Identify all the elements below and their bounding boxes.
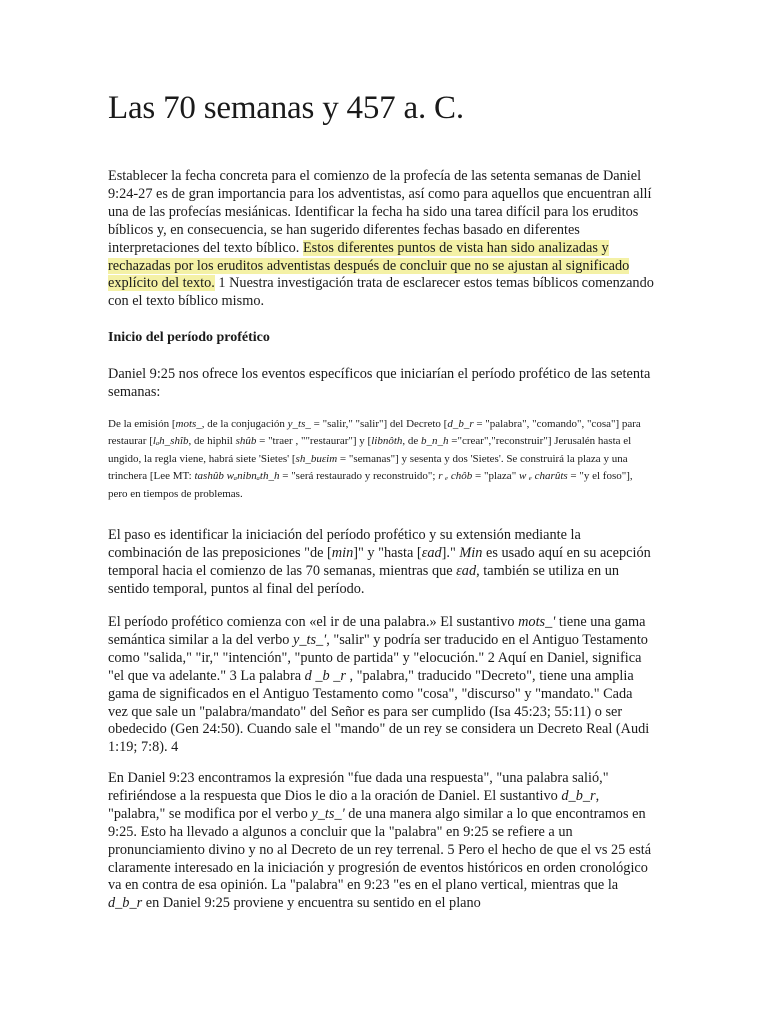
quote-term: lₐh_shîb xyxy=(152,435,189,448)
quote-term: b_n_h xyxy=(421,435,449,448)
quote-text: = "semanas"] y sesenta y dos 'Sietes'. Se construirá la plaza y una trinchera [Lee MT: xyxy=(108,452,628,483)
quote-text: , de xyxy=(402,435,422,448)
quote-text: De la emisión [ xyxy=(108,418,176,430)
paragraph-text: , "salir" y podría ser traducido en el Antiguo Testamento como "salida," "ir," "intención", "punto de partida" y "elocución." 2 Aquí en Daniel, significa "el que va adelante." 3 La palabra xyxy=(108,631,648,684)
paragraph-text: ]" y "hasta [ xyxy=(353,544,422,561)
paragraph-text: en Daniel 9:25 proviene y encuentra su sentido en el plano xyxy=(142,895,481,912)
quote-term: sh_buεim xyxy=(295,452,338,465)
paragraph-text: , "palabra," se modifica por el verbo xyxy=(108,787,600,822)
quote-term: r ₑ chôb xyxy=(438,470,473,483)
quote-text: ="crear","reconstruir"] Jerusalén hasta el ungido, la regla viene, habrá siete 'Sietes' [ xyxy=(108,435,632,465)
paragraph-text: ]." xyxy=(441,544,460,561)
quote-term: d_b_r xyxy=(447,418,474,430)
paragraph-daniel-9-25: Daniel 9:25 nos ofrece los eventos específicos que iniciarían el período profético de las setenta semanas: xyxy=(108,366,651,400)
paragraph-text: tiene una gama semántica similar a la del verbo xyxy=(108,614,646,648)
quote-text: = "plaza" xyxy=(472,470,519,483)
quote-term: libnôth xyxy=(371,435,403,448)
quote-text: , de hiphil xyxy=(188,435,236,448)
paragraph-text: El período profético comienza con «el ir de una palabra.» El sustantivo xyxy=(108,614,519,630)
paragraph-term: d _b _r xyxy=(304,667,346,684)
paragraph-term: y_ts_' xyxy=(293,631,327,648)
paragraph-term: Min xyxy=(459,544,483,561)
paragraph-iniciacion xyxy=(108,527,654,599)
paragraph-term: d_b_r xyxy=(108,895,143,912)
paragraph-text: , "palabra," traducido "Decreto", tiene una amplia gama de significados en el Antiguo Testamento como "cosa", "discurso" y "mandato." Cada vez que sale un "palabra/mandato" del Señor es para ser cumplido (Isa 45:23; 55:11) o ser obedecido (Gen 24:50). Cuando sale el "mando" de un rey se considera un Decreto Real (Audi 1:19; 7:8). 4 xyxy=(108,667,650,756)
quote-text: = "será restaurado y reconstruido"; xyxy=(279,470,439,483)
block-quote xyxy=(108,416,654,503)
paragraph-text: , también se utiliza en un sentido temporal, puntos al final del período. xyxy=(108,562,620,597)
paragraph-term: min xyxy=(331,544,354,561)
paragraph-text: de una manera algo similar a lo que encontramos en 9:25. Esto ha llevado a algunos a concluir que la "palabra" en 9:25 se refiere a un pronunciamiento divino y no al Decreto de un rey terrenal. 5 Pero el hecho de que el vs 25 está claramente interesado en la iniciación y progresión de eventos históricos en orden cronológico va en contra de esa opinión. La "palabra" en 9:23 "es en el plano vertical, mientras que la xyxy=(108,805,652,894)
quote-text: = "palabra", "comando", "cosa"] para restaurar [ xyxy=(108,418,641,448)
paragraph-text: El paso es identificar la iniciación del período profético y su extensión mediante la combinación de las preposiciones "de [ xyxy=(108,527,581,561)
quote-text: , de la conjugación xyxy=(201,418,288,430)
quote-text: = "salir," "salir"] del Decreto [ xyxy=(310,418,448,430)
paragraph-term: εad xyxy=(456,562,477,579)
paragraph-term: d_b_r xyxy=(561,787,596,804)
paragraph-term: mots_' xyxy=(518,614,556,630)
quote-term: shûb xyxy=(235,435,257,448)
quote-term: mots_ xyxy=(175,418,202,430)
highlighted-text[interactable]: Estos diferentes puntos de vista han sido analizadas y rechazadas por los eruditos adventistas después de concluir que no se ajustan al significado explícito del texto. xyxy=(108,239,630,292)
paragraph-text: es usado aquí en su acepción temporal hacia el comienzo de las 70 semanas, mientras que xyxy=(108,544,651,579)
quote-term: tashûb wₐnibnₐth_h xyxy=(194,470,280,483)
page-title: Las 70 semanas y 457 a. C. xyxy=(108,90,464,126)
section-heading: Inicio del período profético xyxy=(108,330,270,345)
quote-text: = "y el foso"], pero en tiempos de problemas. xyxy=(108,470,633,500)
paragraph-term: εad xyxy=(421,544,442,561)
quote-term: w ₑ charûts xyxy=(518,470,568,483)
paragraph-text: En Daniel 9:23 encontramos la expresión "fue dada una respuesta", "una palabra salió," refiriéndose a la respuesta que Dios le dio a la oración de Daniel. El sustantivo xyxy=(108,770,609,804)
intro-paragraph xyxy=(108,168,654,311)
intro-text: Establecer la fecha concreta para el comienzo de la profecía de las setenta semanas de Daniel 9:24-27 es de gran importancia para los adventistas, así como para aquellos que encuentran allí una de las profecías mesiánicas. Identificar la fecha ha sido una tarea difícil para los eruditos bíblicos y, en consecuencia, se han sugerido diferentes fechas basado en diferentes interpretaciones del texto bíblico. xyxy=(108,168,652,256)
intro-text-end: 1 Nuestra investigación trata de esclarecer estos temas bíblicos comenzando con el texto bíblico mismo. xyxy=(108,275,654,310)
paragraph-periodo xyxy=(108,614,654,757)
paragraph-daniel-9-23 xyxy=(108,770,654,913)
paragraph-term: y_ts_' xyxy=(311,805,345,822)
quote-text: = "traer , ""restaurar"] y [ xyxy=(256,435,372,448)
quote-term: y_ts_ xyxy=(287,418,311,430)
